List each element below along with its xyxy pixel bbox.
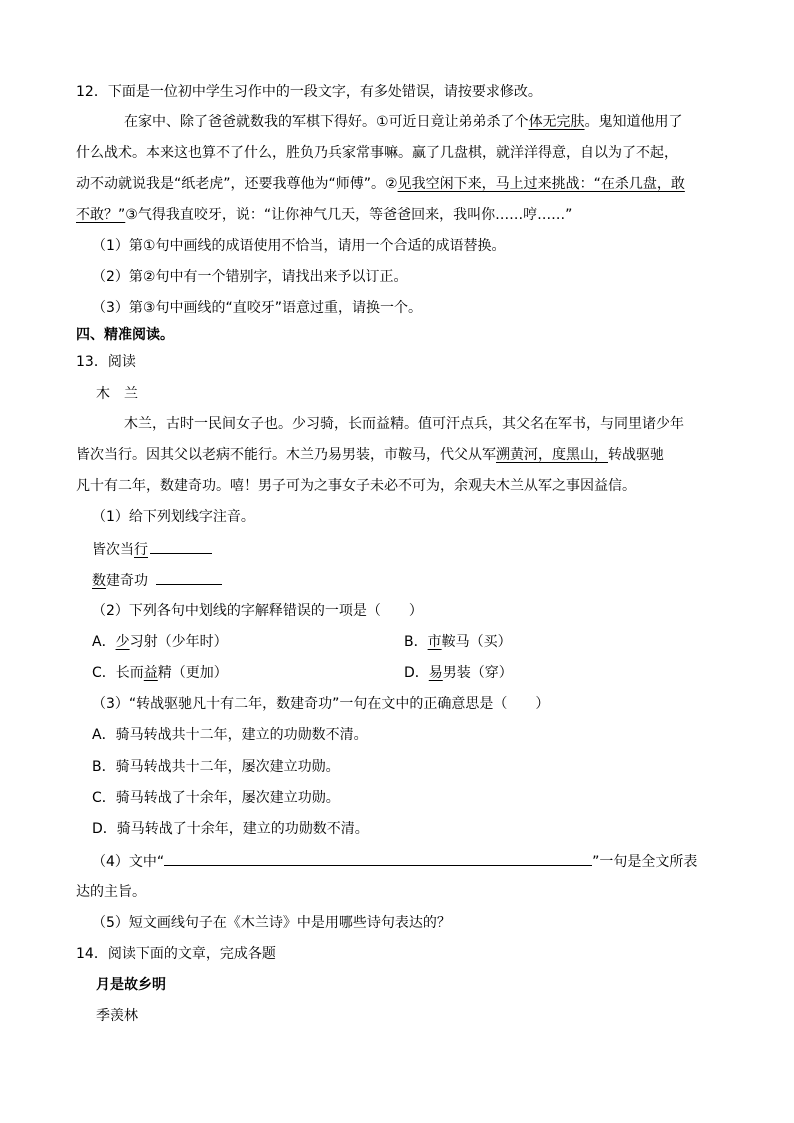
option-text: 鞍马（买） [441,634,512,650]
q12-text: 气得我直咬牙，说：“让你神气几天，等爸爸回来，我叫你……哼……” [137,207,573,223]
option-text: 男装（穿） [442,665,513,681]
option-letter: D． [404,665,429,681]
underlined-sentence: 见我空闲下来，马上过来挑战：“在杀几盘，敢 [397,176,685,192]
q13-sub-4 [92,851,697,872]
q12-text: 可近日竟让弟弟杀了个 [388,114,529,130]
answer-blank[interactable] [156,570,222,585]
q12-sub-2: （2）第②句中有一个错别字，请找出来予以订正。 [92,269,408,285]
q13-label: 阅读 [107,354,136,370]
underlined-char: 行 [134,542,148,558]
q14-article-title: 月是故乡明 [96,977,166,993]
q13-text: 转战驱驰 [608,447,664,463]
q12-text: 什么战术。本来这也算不了什么，胜负乃兵家常事嘛。赢了几盘棋，就洋洋得意，自以为了不起， [76,145,678,161]
circled-number-1: ① [376,114,389,130]
underlined-sentence: 不敢？” [76,207,126,223]
q12-sub-1: （1）第①句中画线的成语使用不恰当，请用一个合适的成语替换。 [92,238,506,254]
q13-sub-3: （3）“转战驱驰凡十有二年，数建奇功”一句在文中的正确意思是（ ） [92,696,550,712]
q13-sub3-option-b[interactable]: B．骑马转战共十二年，屡次建立功勋。 [92,759,340,775]
section-heading: 四、精准阅读。 [76,327,174,343]
option-b[interactable] [404,632,512,652]
q12-paragraph-line-1 [124,112,683,132]
q13-word-1 [92,539,212,560]
q13-text: 皆次当行。因其父以老病不能行。木兰乃易男装，市鞍马，代父从军 [76,447,496,463]
q13-options-row-2 [92,663,712,683]
q14-number: 14． [76,946,108,962]
q12-text: 动不动就说我是“纸老虎”，还要我尊他为“师傅”。 [76,176,386,192]
q12-sub-3: （3）第③句中画线的“直咬牙”语意过重，请换一个。 [92,300,422,316]
underlined-char: 数 [92,573,106,589]
word-text: 皆次当 [92,542,134,558]
q13-passage-line-2 [76,445,664,465]
q13-text: （4）文中“ [92,854,165,870]
q12-stem [76,82,542,102]
option-letter: A． [92,634,116,650]
q12-paragraph-line-4 [76,205,572,225]
option-d[interactable] [404,663,513,683]
q13-sub-4-cont: 达的主旨。 [76,884,146,900]
q13-sub3-option-a[interactable]: A．骑马转战共十二年，建立的功勋数不清。 [92,727,368,743]
word-text: 建奇功 [106,573,148,589]
q13-sub-1: （1）给下列划线字注音。 [92,509,255,525]
q13-passage-title: 木 兰 [96,386,138,402]
circled-number-3: ③ [125,207,138,223]
underlined-char: 益 [143,665,158,681]
underlined-idiom: 体无完肤 [528,114,585,130]
q12-number: 12． [76,84,108,100]
q13-text: ”一句是全文所表 [592,854,698,870]
q12-text: 。鬼知道他用了 [584,114,683,130]
q13-sub3-option-d[interactable]: D．骑马转战了十余年，建立的功勋数不清。 [92,821,369,837]
q13-sub-2: （2）下列各句中划线的字解释错误的一项是（ ） [92,603,423,619]
q13-sub3-option-c[interactable]: C．骑马转战了十余年，屡次建立功勋。 [92,790,340,806]
option-text: 精（更加） [157,665,228,681]
q13-options-row-1 [92,632,712,652]
answer-blank[interactable] [150,539,212,554]
q12-paragraph-line-2 [76,143,678,163]
underlined-char: 易 [428,665,443,681]
q13-passage-line-3: 凡十有二年，数建奇功。嘻！男子可为之事女子未必不可为，余观夫木兰从军之事因益信。 [76,478,636,494]
q13-sub-5: （5）短文画线句子在《木兰诗》中是用哪些诗句表达的？ [92,915,451,931]
circled-number-2: ② [385,176,398,192]
q12-paragraph-line-3 [76,174,685,194]
option-text: 习射（少年时） [129,634,228,650]
q13-number: 13． [76,354,108,370]
answer-blank[interactable] [164,851,592,866]
q12-text: 在家中、除了爸爸就数我的军棋下得好。 [124,114,376,130]
q13-stem [76,352,136,372]
q14-stem [76,944,276,964]
q14-article-author: 季羡林 [96,1008,138,1024]
underlined-char: 市 [427,634,442,650]
underlined-sentence: 溯黄河，度黑山， [496,447,608,463]
q12-stem-text: 下面是一位初中学生习作中的一段文字，有多处错误，请按要求修改。 [107,84,542,100]
q13-passage-line-1: 木兰，古时一民间女子也。少习骑，长而益精。值可汗点兵，其父名在军书，与同里诸少年 [124,416,684,432]
q14-stem-text: 阅读下面的文章，完成各题 [107,946,276,962]
option-letter: B． [404,634,428,650]
q13-word-2 [92,570,222,591]
option-a[interactable] [92,634,228,650]
option-text: C．长而 [92,665,144,681]
option-c[interactable] [92,665,228,681]
underlined-char: 少 [115,634,130,650]
